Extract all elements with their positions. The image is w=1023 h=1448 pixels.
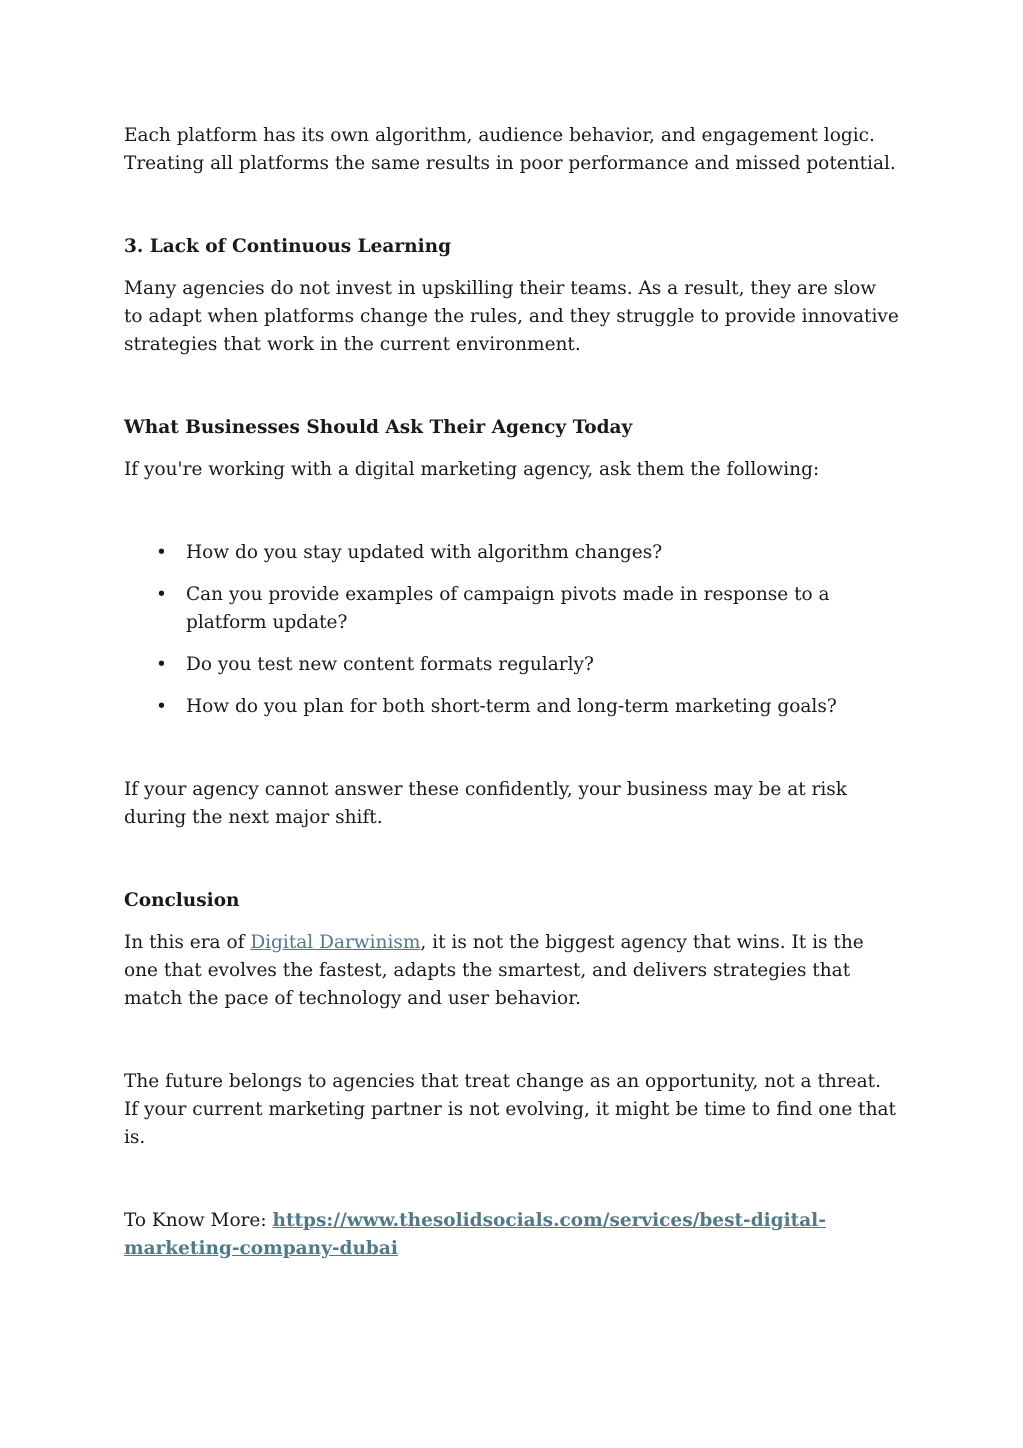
section-3-paragraph: Many agencies do not invest in upskilling their teams. As a result, they are slow to adapt when platforms change the rules, and they struggle to provide innovative strategies that work in the current environment.: [124, 278, 899, 355]
know-more-line: [124, 1207, 899, 1263]
list-item-text: Do you test new content formats regularly?: [186, 654, 594, 675]
know-more-label: To Know More:: [124, 1210, 273, 1231]
ask-section-intro: If you're working with a digital marketing agency, ask them the following:: [124, 459, 820, 480]
list-item-text: Can you provide examples of campaign pivots made in response to a platform update?: [186, 584, 830, 633]
list-item: [124, 539, 899, 567]
conclusion-paragraph-2: The future belongs to agencies that treat change as an opportunity, not a threat. If your current marketing partner is not evolving, it might be time to find one that is.: [124, 1071, 896, 1148]
list-item: [124, 581, 899, 637]
list-item-text: How do you plan for both short-term and long-term marketing goals?: [186, 696, 837, 717]
conclusion-heading: Conclusion: [124, 890, 240, 911]
ask-section-closing: If your agency cannot answer these confidently, your business may be at risk during the next major shift.: [124, 779, 848, 828]
conclusion-text-before: In this era of: [124, 932, 251, 953]
conclusion-paragraph-1: [124, 929, 899, 1013]
document-page: [124, 122, 899, 1263]
bullet-icon: •: [156, 542, 167, 563]
list-item-text: How do you stay updated with algorithm changes?: [186, 542, 663, 563]
section-3-heading: 3. Lack of Continuous Learning: [124, 236, 452, 257]
know-more-link[interactable]: https://www.thesolidsocials.com/services/best-digital-marketing-company-dubai: [124, 1210, 826, 1259]
list-item: [124, 651, 899, 679]
intro-paragraph: Each platform has its own algorithm, audience behavior, and engagement logic. Treating all platforms the same results in poor performance and missed potential.: [124, 125, 896, 174]
digital-darwinism-link[interactable]: Digital Darwinism: [250, 932, 421, 953]
questions-list: [124, 539, 899, 721]
list-item: [124, 693, 899, 721]
conclusion-text-after: , it is not the biggest agency that wins. It is the one that evolves the fastest, adapts the smartest, and delivers strategies that match the pace of technology and user behavior.: [124, 932, 864, 1009]
bullet-icon: •: [156, 696, 167, 717]
ask-section-heading: What Businesses Should Ask Their Agency Today: [124, 417, 633, 438]
bullet-icon: •: [156, 654, 167, 675]
bullet-icon: •: [156, 584, 167, 605]
